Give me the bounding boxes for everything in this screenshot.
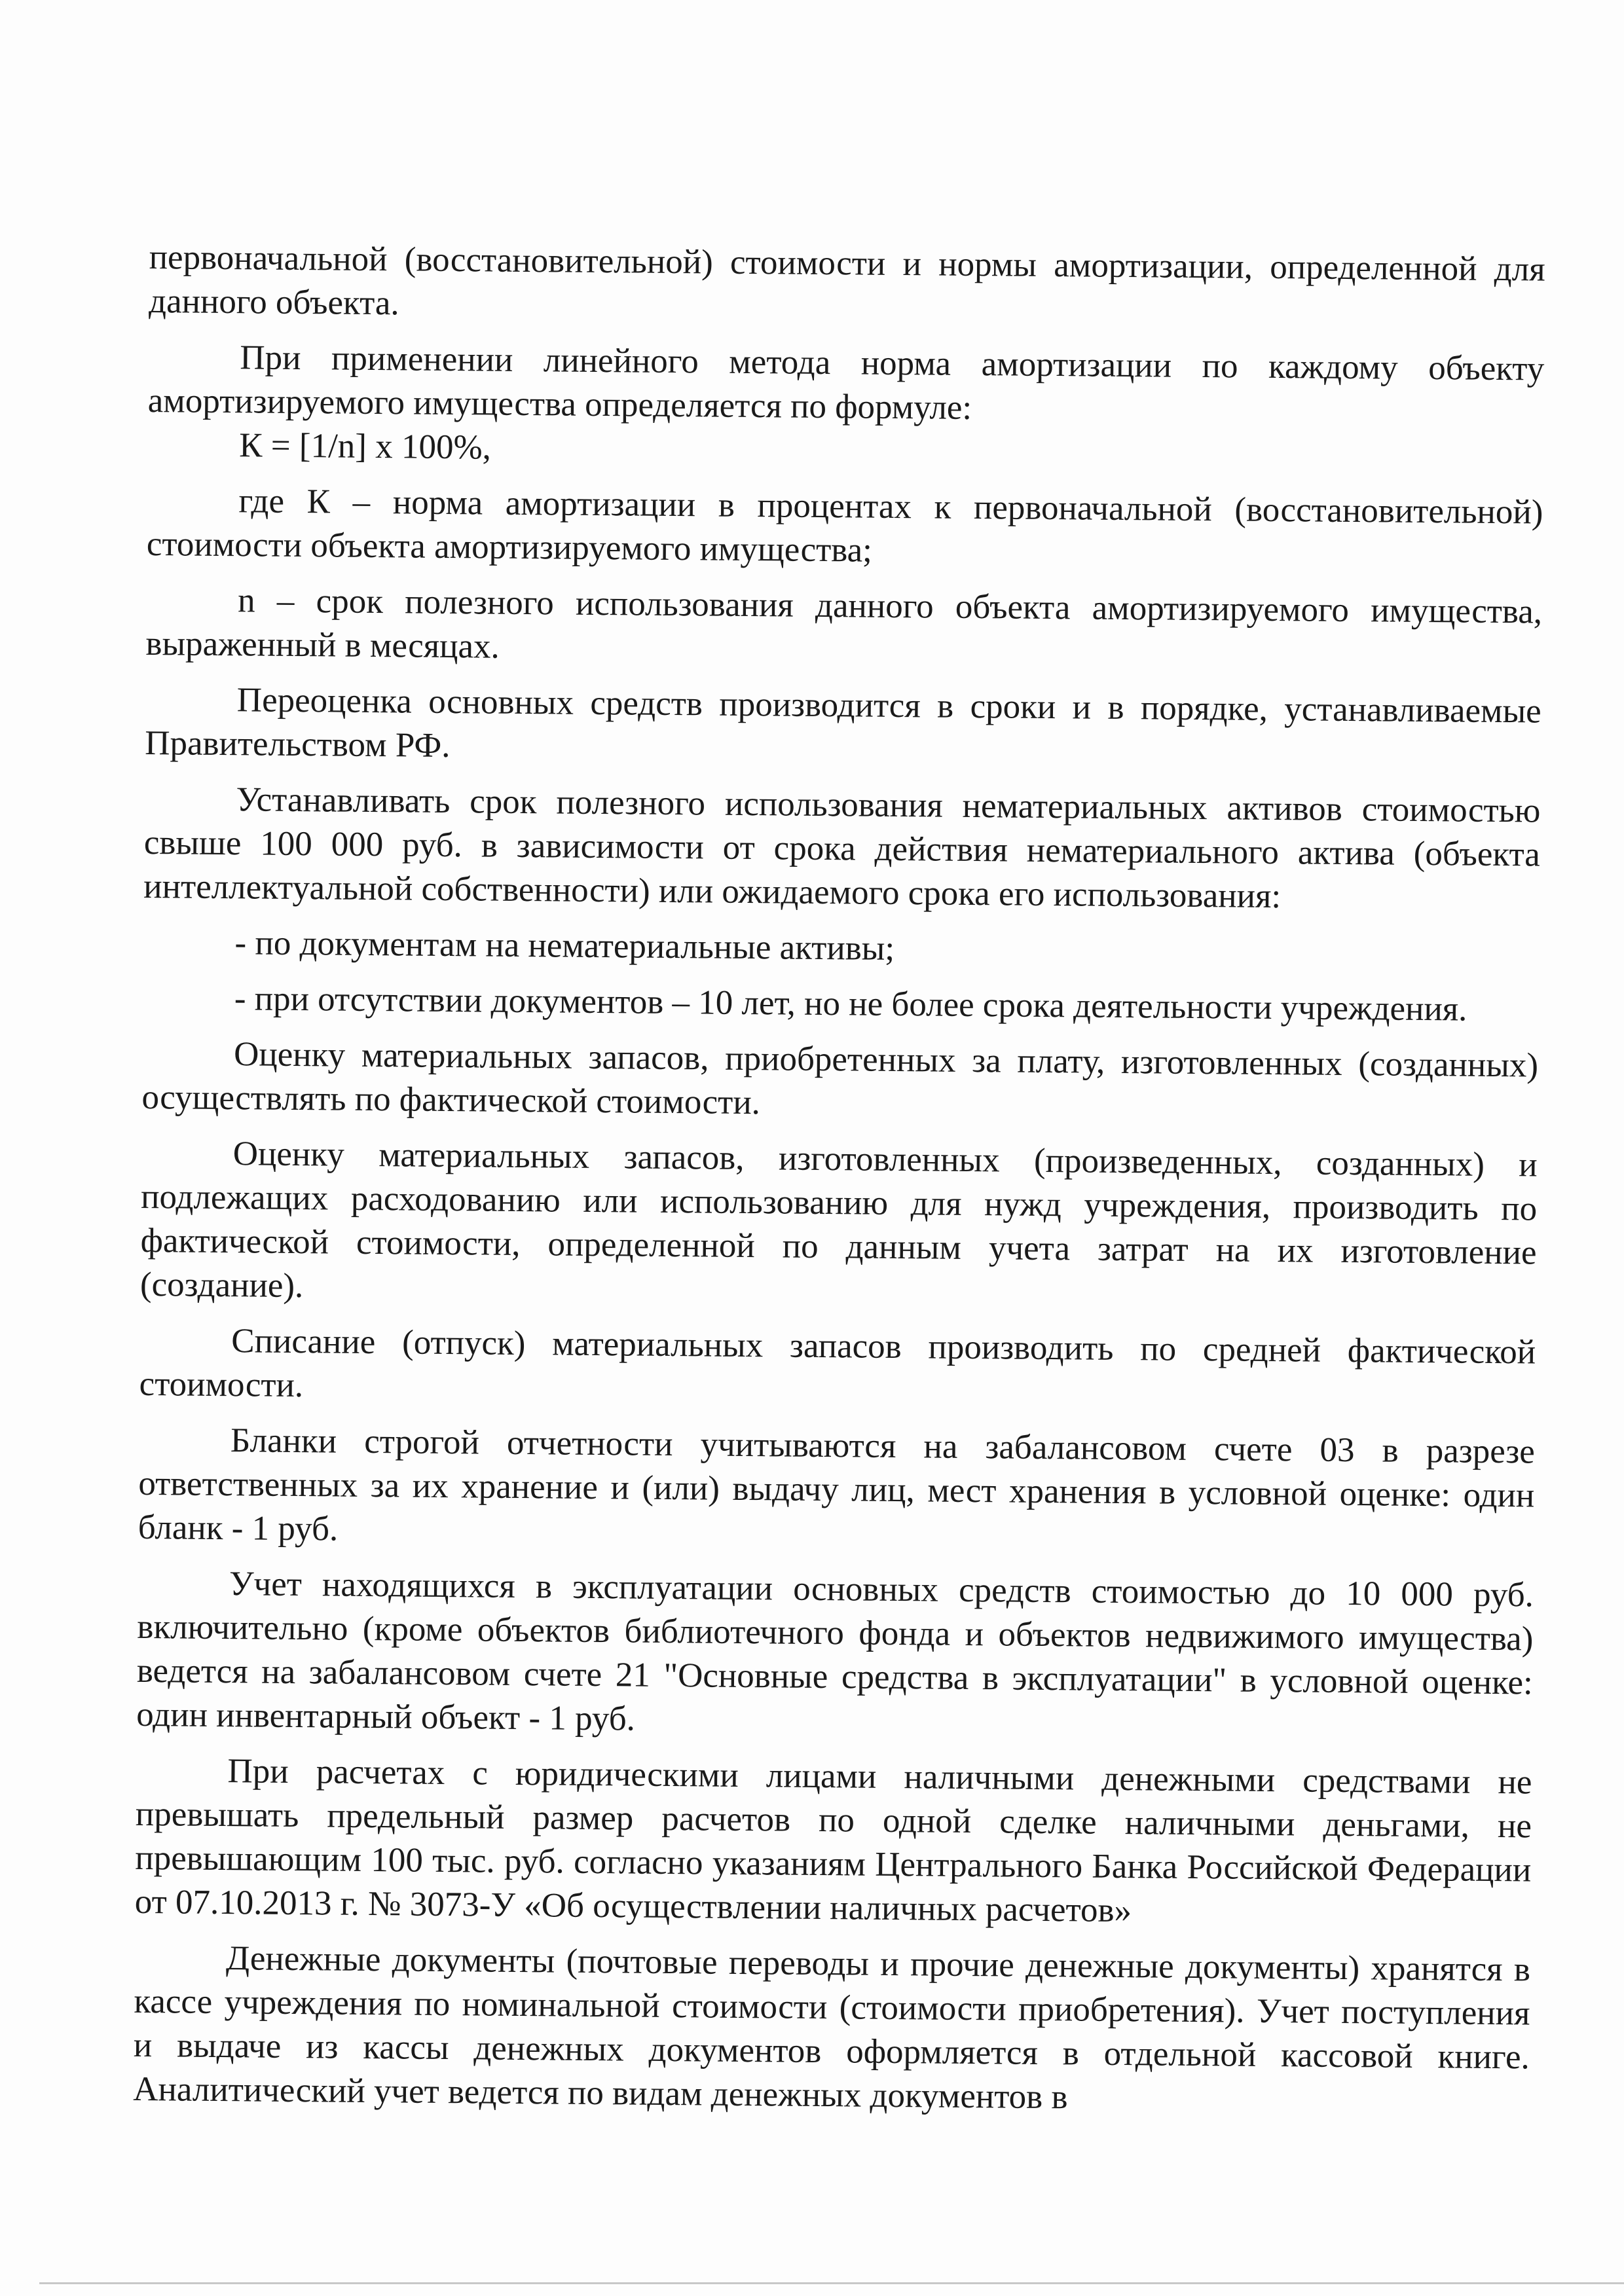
paragraph-cash-settlements: При расчетах с юридическими лицами наличными денежными средствами не превышать предельный размер расчетов по одной сделке наличными деньгами, не превышающим 100 тыс. руб. согласно указаниям Центрального Банка Российской Федерации от 07.10.2013 г. № 3073-У «Об осуществлении наличных расчетов» <box>134 1752 1532 1930</box>
paragraph-intangible-assets: Устанавливать срок полезного использования нематериальных активов стоимостью свыше 100 000 руб. в зависимости от срока действия нематериального актива (объекта интеллектуальной собственности) или ожидаемого срока его использования: <box>143 780 1541 916</box>
list-item-documents: - по документам на нематериальные активы; <box>234 924 895 968</box>
paragraph-strict-forms: Бланки строгой отчетности учитываются на забалансовом счете 03 в разрезе ответственных за их хранение и (или) выдачу лиц, мест хранения в условной оценке: один бланк - 1 руб. <box>138 1421 1536 1548</box>
paragraph-inventory-valuation: Оценку материальных запасов, приобретенных за плату, изготовленных (созданных) осуществлять по фактической стоимости. <box>141 1035 1539 1122</box>
paragraph-revaluation: Переоценка основных средств производится в сроки и в порядке, устанавливаемые Правительством РФ. <box>144 681 1541 765</box>
paragraph-linear-method: При применении линейного метода норма амортизации по каждому объекту амортизируемого имущества определяется по формуле: <box>147 338 1545 427</box>
paragraph-continuation: первоначальной (восстановительной) стоимости и нормы амортизации, определенной для данного объекта. <box>148 238 1545 323</box>
document-body <box>133 236 1545 2123</box>
paragraph-k-definition: где К – норма амортизации в процентах к первоначальной (восстановительной) стоимости объекта амортизируемого имущества; <box>146 482 1543 570</box>
scan-edge-line <box>39 2282 1624 2284</box>
list-item-no-documents: - при отсутствии документов – 10 лет, но не более срока деятельности учреждения. <box>234 979 1467 1029</box>
paragraph-n-definition: n – срок полезного использования данного объекта амортизируемого имущества, выраженный в месяцах. <box>145 581 1543 666</box>
paragraph-monetary-documents: Денежные документы (почтовые переводы и прочие денежные документы) хранятся в кассе учреждения по номинальной стоимости (стоимости приобретения). Учет поступления и выдаче из кассы денежных документов оформляется в отдельной кассовой книге. Аналитический учет ведется по видам денежных документов в <box>133 1939 1531 2117</box>
paragraph-inventory-produced: Оценку материальных запасов, изготовленных (произведенных, созданных) и подлежащих расходованию или использованию для нужд учреждения, производить по фактической стоимости, определенной по данным учета затрат на их изготовление (создание). <box>139 1135 1538 1305</box>
paragraph-write-off: Списание (отпуск) материальных запасов производить по средней фактической стоимости. <box>139 1322 1536 1405</box>
formula-line: К = [1/n] х 100%, <box>238 426 492 467</box>
paragraph-fixed-assets-accounting: Учет находящихся в эксплуатации основных средств стоимостью до 10 000 руб. включительно (кроме объектов библиотечного фонда и объектов недвижимого имущества) ведется на забалансовом счете 21 "Основные средства в эксплуатации" в условной оценке: один инвентарный объект - 1 руб. <box>136 1565 1534 1738</box>
